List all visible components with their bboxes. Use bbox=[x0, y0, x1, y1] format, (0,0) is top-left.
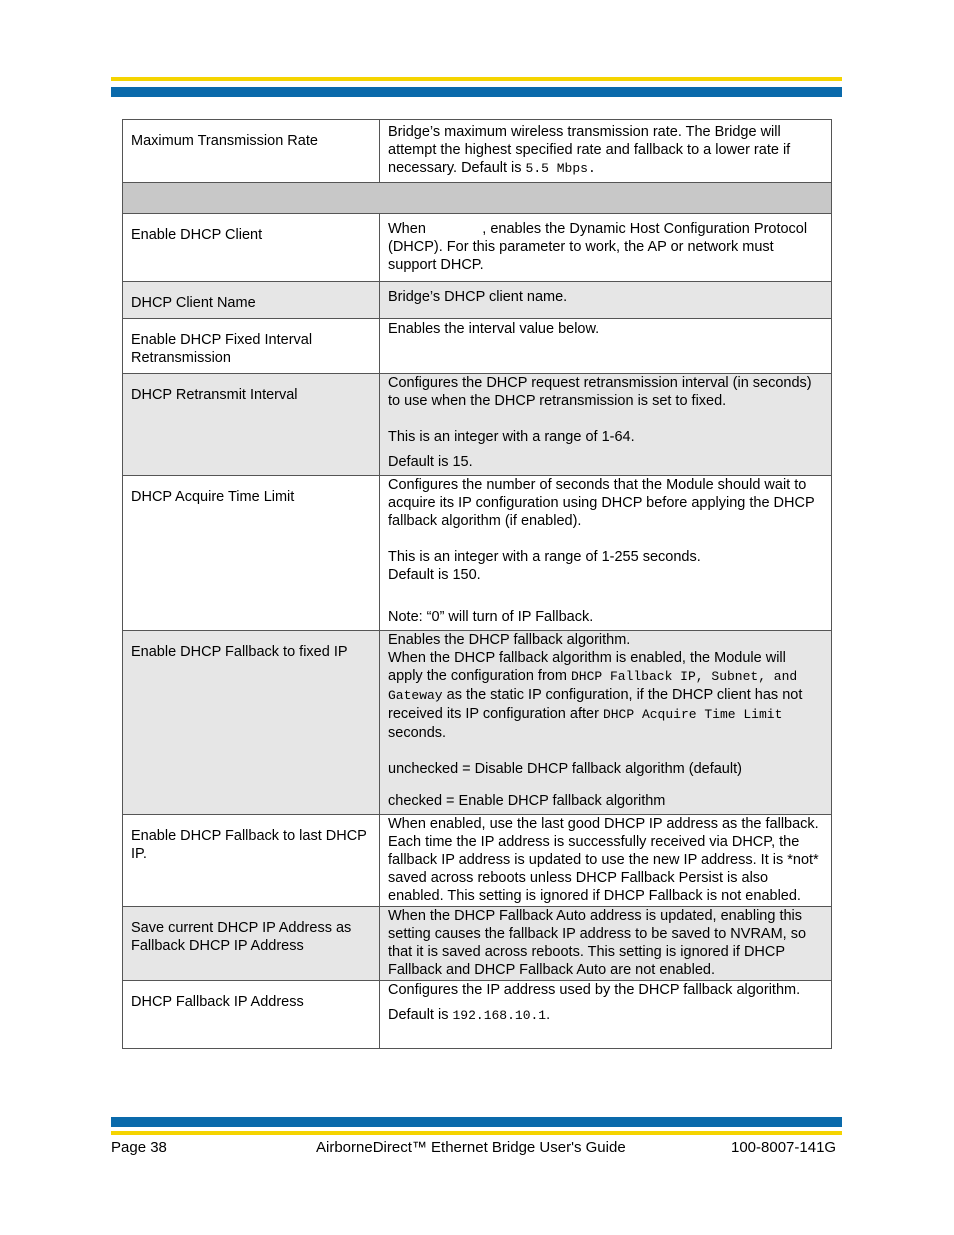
table-row bbox=[123, 214, 832, 282]
param-description: When , enables the Dynamic Host Configuration Protocol (DHCP). For this parameter to work, the AP or network must support DHCP. bbox=[388, 221, 812, 273]
param-name: Save current DHCP IP Address as Fallback DHCP IP Address bbox=[131, 920, 352, 954]
document-number: 100-8007-141G bbox=[731, 1139, 837, 1156]
param-name: DHCP Client Name bbox=[131, 295, 256, 311]
default-value: 5.5 Mbps. bbox=[525, 161, 596, 176]
header-blue-rule bbox=[111, 87, 842, 97]
parameter-table bbox=[122, 119, 832, 1049]
param-description: Bridge’s maximum wireless transmission rate. The Bridge will attempt the highest specified rate and fallback to a lower rate if necessary. Default is 5.5 Mbps. bbox=[388, 124, 791, 176]
param-description: Configures the IP address used by the DHCP fallback algorithm. Default is 192.168.10.1. bbox=[388, 982, 801, 1023]
param-description: Configures the number of seconds that the Module should wait to acquire its IP configuration using DHCP before applying the DHCP fallback algorithm (if enabled). This is an integer with a range of 1-255 seconds. Default is 150. Note: “0” will turn of IP Fallback. bbox=[388, 477, 815, 625]
param-name: Enable DHCP Client bbox=[131, 227, 263, 243]
param-description: When the DHCP Fallback Auto address is updated, enabling this setting causes the fallback IP address to be saved to NVRAM, so that it is saved across reboots. This setting is ignored if DHCP Fallback and DHCP Fallback Auto are not enabled. bbox=[388, 908, 807, 978]
default-value: 192.168.10.1 bbox=[452, 1008, 547, 1023]
param-description: When enabled, use the last good DHCP IP address as the fallback. Each time the IP address is successfully received via DHCP, the fallback IP address is updated to use the new IP address. It is *not* saved across reboots unless DHCP Fallback Persist is also enabled. This setting is ignored if DHCP Fallback is not enabled. bbox=[388, 816, 819, 904]
param-name: Enable DHCP Fallback to fixed IP bbox=[131, 644, 348, 660]
param-name: DHCP Retransmit Interval bbox=[131, 387, 298, 403]
param-description: Configures the DHCP request retransmission interval (in seconds) to use when the DHCP retransmission is set to fixed. This is an integer with a range of 1-64. Default is 15. bbox=[388, 375, 812, 470]
param-description: Bridge’s DHCP client name. bbox=[388, 289, 568, 305]
table-row bbox=[123, 374, 832, 476]
param-description: Enables the interval value below. bbox=[388, 321, 600, 337]
param-name: Enable DHCP Fixed Interval Retransmission bbox=[131, 332, 313, 366]
table-row bbox=[123, 319, 832, 374]
page-number: Page 38 bbox=[111, 1139, 167, 1156]
footer-blue-rule bbox=[111, 1117, 842, 1127]
table-row bbox=[123, 476, 832, 631]
param-name: Enable DHCP Fallback to last DHCP IP. bbox=[131, 828, 367, 862]
header-yellow-rule bbox=[111, 77, 842, 81]
param-name: DHCP Acquire Time Limit bbox=[131, 489, 295, 505]
param-name: Maximum Transmission Rate bbox=[131, 133, 318, 149]
param-description: Enables the DHCP fallback algorithm. When the DHCP fallback algorithm is enabled, the Module will apply the configuration from DHCP Fallback IP, Subnet, and Gateway as the static IP configuration, if the DHCP client has not received its IP configuration after DHCP Acquire Time Limit seconds. unchecked = Disable DHCP fallback algorithm (default) checked = Enable DHCP fallback algorithm bbox=[388, 632, 803, 809]
document-title: AirborneDirect™ Ethernet Bridge User's Guide bbox=[316, 1139, 626, 1156]
param-name: DHCP Fallback IP Address bbox=[131, 994, 304, 1010]
table-row bbox=[123, 981, 832, 1049]
footer-yellow-rule bbox=[111, 1131, 842, 1135]
table-row bbox=[123, 815, 832, 907]
table-row bbox=[123, 282, 832, 319]
section-separator-row bbox=[123, 183, 832, 214]
table-row bbox=[123, 120, 832, 183]
table-row bbox=[123, 907, 832, 981]
table-row bbox=[123, 631, 832, 815]
